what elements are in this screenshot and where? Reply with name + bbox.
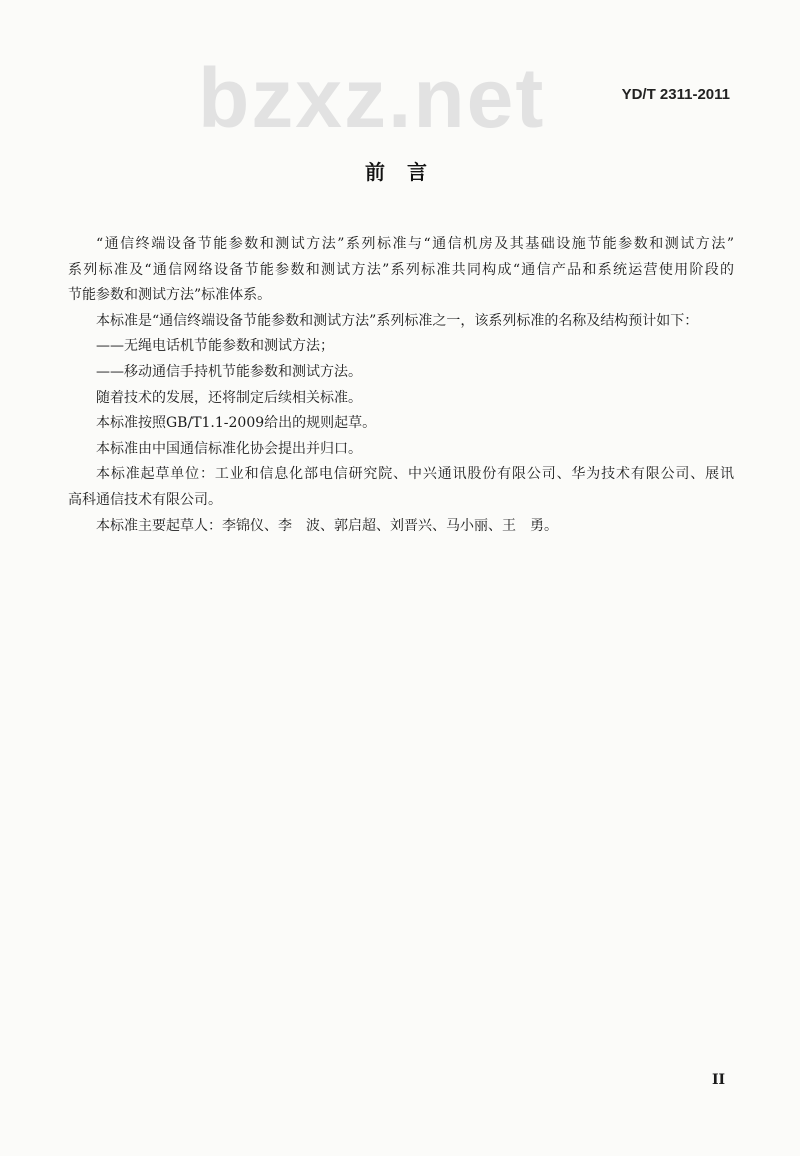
paragraph-line: 高科通信技术有限公司。 xyxy=(68,491,222,508)
list-item: ——移动通信手持机节能参数和测试方法。 xyxy=(96,363,362,380)
paragraph-line: 本标准起草单位：工业和信息化部电信研究院、中兴通讯股份有限公司、华为技术有限公司、展讯 xyxy=(96,466,734,483)
list-item: ——无绳电话机节能参数和测试方法； xyxy=(96,338,334,355)
standard-number: YD/T 2311-2011 xyxy=(621,86,730,103)
paragraph-line: 随着技术的发展，还将制定后续相关标准。 xyxy=(96,389,362,406)
paragraph-line: 本标准是“通信终端设备节能参数和测试方法”系列标准之一，该系列标准的名称及结构预计如下： xyxy=(96,312,699,329)
paragraph-line: “通信终端设备节能参数和测试方法”系列标准与“通信机房及其基础设施节能参数和测试方法” xyxy=(96,236,734,252)
paragraph-line: 节能参数和测试方法”标准体系。 xyxy=(68,287,272,304)
foreword-body xyxy=(68,232,734,539)
page-number: II xyxy=(712,1072,726,1088)
paragraph-line: 本标准按照GB/T1.1-2009给出的规则起草。 xyxy=(96,415,377,432)
paragraph-line: 本标准主要起草人：李锦仪、李 波、郭启超、刘晋兴、马小丽、王 勇。 xyxy=(96,517,558,534)
paragraph-line: 系列标准及“通信网络设备节能参数和测试方法”系列标准共同构成“通信产品和系统运营使用阶段的 xyxy=(68,261,734,278)
page-title: 前言 xyxy=(365,160,449,184)
paragraph-line: 本标准由中国通信标准化协会提出并归口。 xyxy=(96,440,362,457)
watermark: bzxz.net xyxy=(198,51,546,145)
